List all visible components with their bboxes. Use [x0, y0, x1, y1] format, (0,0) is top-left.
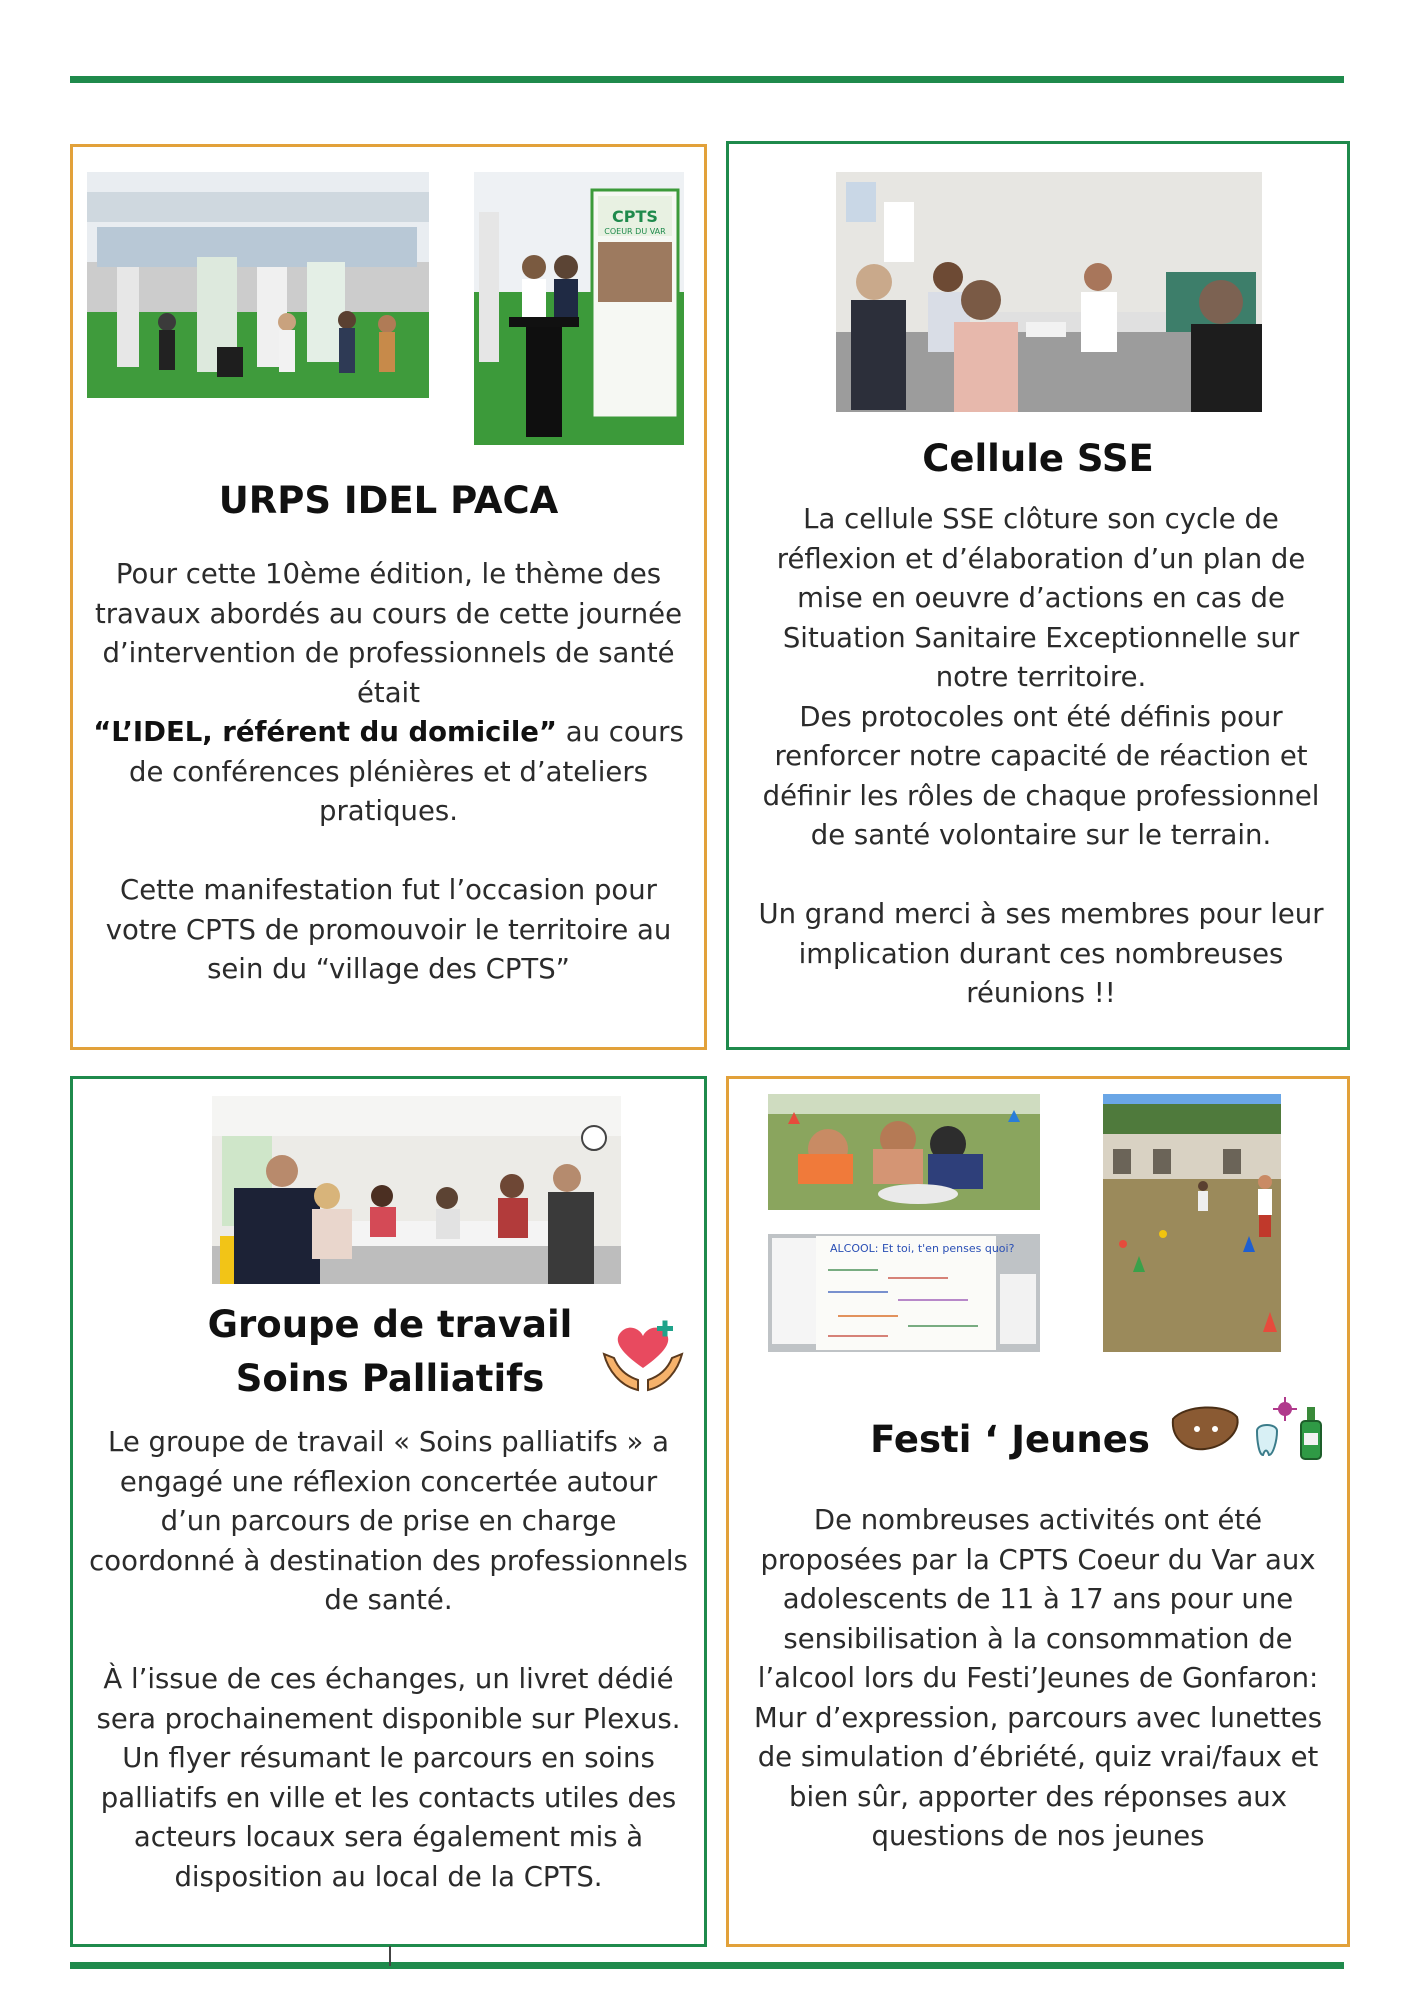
- stand-banner-cpts-label: CPTS: [612, 207, 658, 226]
- festi-photo-obstacle-course: [1103, 1094, 1281, 1352]
- palliatifs-photo-group: [212, 1096, 621, 1284]
- festi-photo-wall-of-expression: [768, 1234, 1040, 1352]
- heart-hands-icon: [600, 1320, 686, 1394]
- virus-icon: [1273, 1397, 1297, 1421]
- palliatifs-title: [180, 1298, 600, 1406]
- urps-p1-bold: “L’IDEL, référent du domicile”: [93, 716, 558, 748]
- sse-title: Cellule SSE: [922, 437, 1154, 480]
- urps-p1-pre: Pour cette 10ème édition, le thème des travaux abordés au cours de cette journée d’intervention de professionnels de santé était: [94, 558, 683, 709]
- sse-paragraph-2: Des protocoles ont été définis pour renforcer notre capacité de réaction et définir les rôles de chaque professionnel de santé volontaire sur le terrain.: [762, 700, 1320, 851]
- top-rule: [70, 76, 1344, 83]
- palliatifs-paragraph-1: Le groupe de travail « Soins palliatifs » a engagé une réflexion concertée autour d’un parcours de prise en charge coordonné à destination des professionnels de santé.: [89, 1426, 688, 1616]
- palliatifs-title-line-2: Soins Palliatifs: [235, 1357, 545, 1400]
- festi-decorative-icons: [1165, 1395, 1335, 1469]
- festi-text: [742, 1501, 1334, 1857]
- sse-paragraph-3: Un grand merci à ses membres pour leur implication durant ces nombreuses réunions !!: [758, 898, 1324, 1009]
- board-heading: ALCOOL: Et toi, t'en penses quoi?: [830, 1242, 1015, 1255]
- stand-banner-coeur-du-var: COEUR DU VAR: [604, 227, 666, 236]
- urps-text: [86, 555, 691, 990]
- festi-title: Festi ‘ Jeunes: [870, 1418, 1150, 1461]
- urps-p1-post: au cours de conférences plénières et d’ateliers pratiques.: [129, 716, 684, 827]
- sse-paragraph-1: La cellule SSE clôture son cycle de réflexion et d’élaboration d’un plan de mise en oeuvre d’actions en cas de Situation Sanitaire Exceptionnelle sur notre territoire.: [776, 503, 1306, 693]
- urps-paragraph-2: Cette manifestation fut l’occasion pour votre CPTS de promouvoir le territoire au sein du “village des CPTS”: [105, 874, 672, 985]
- festi-paragraph-2: Mur d’expression, parcours avec lunettes de simulation d’ébriété, quiz vrai/faux et bien sûr, apporter des réponses aux questions de nos jeunes: [753, 1701, 1323, 1852]
- tooth-icon: [1257, 1425, 1277, 1455]
- palliatifs-paragraph-3: Un flyer résumant le parcours en soins palliatifs en ville et les contacts utiles des acteurs locaux sera également mis à disposition au local de la CPTS.: [100, 1742, 677, 1893]
- palliatifs-title-line-1: Groupe de travail: [207, 1303, 573, 1346]
- palliatifs-text: [86, 1423, 691, 1897]
- liver-icon: [1173, 1407, 1238, 1449]
- palliatifs-paragraph-2: À l’issue de ces échanges, un livret dédié sera prochainement disponible sur Plexus.: [96, 1663, 681, 1735]
- bottom-rule: [70, 1962, 1344, 1969]
- bottle-icon: [1301, 1407, 1321, 1459]
- text-cursor: [389, 1946, 391, 1966]
- festi-photo-game: [768, 1094, 1040, 1210]
- sse-text: [752, 500, 1330, 1014]
- urps-photo-cpts-stand: [474, 172, 684, 445]
- sse-photo-meeting: [836, 172, 1262, 412]
- festi-paragraph-1: De nombreuses activités ont été proposées par la CPTS Coeur du Var aux adolescents de 11 à 17 ans pour une sensibilisation à la consommation de l’alcool lors du Festi’Jeunes de Gonfaron:: [757, 1504, 1319, 1694]
- urps-photo-exhibition-hall: [87, 172, 429, 398]
- urps-paragraph-1: [86, 555, 691, 832]
- urps-title: URPS IDEL PACA: [218, 479, 559, 522]
